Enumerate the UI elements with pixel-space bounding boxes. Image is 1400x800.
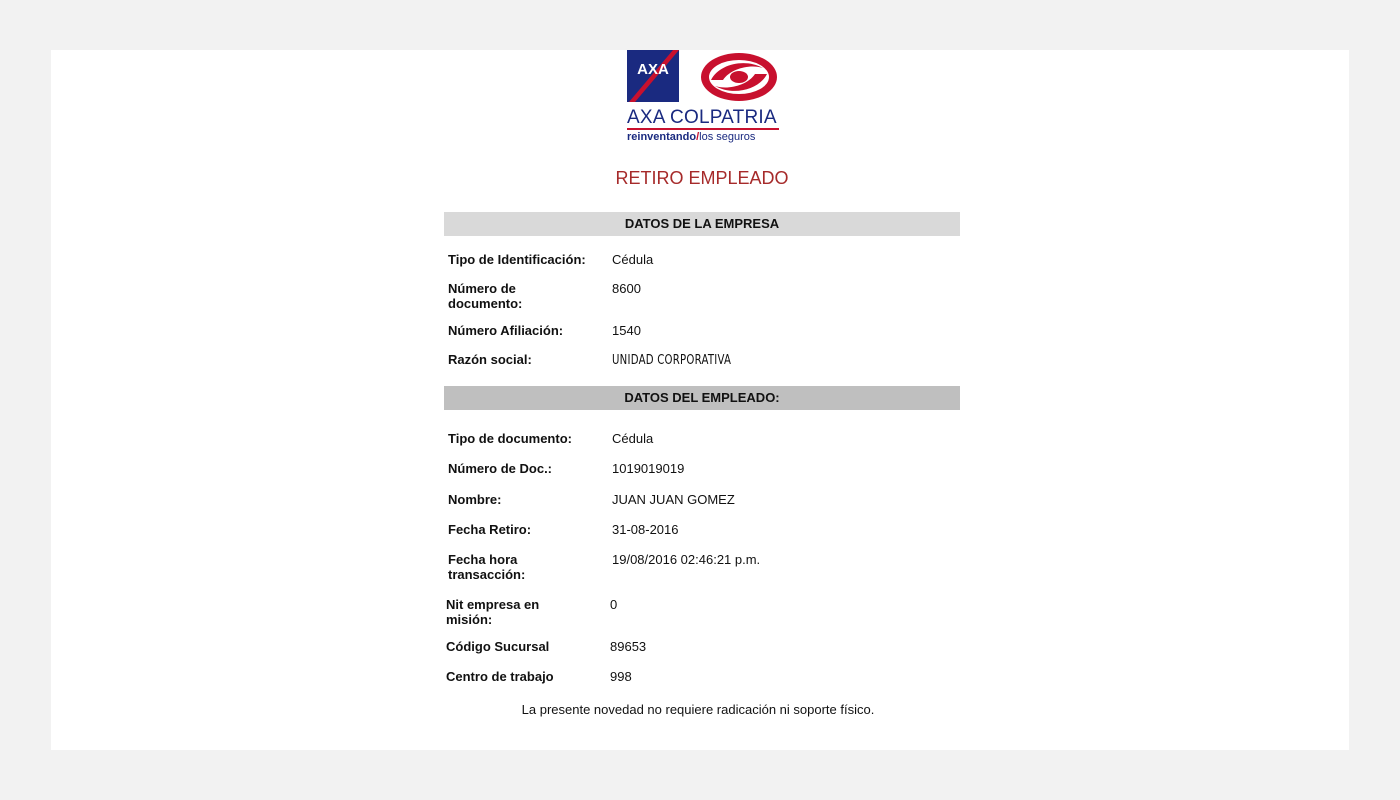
field-value: 1019019019	[612, 461, 685, 476]
document-title: RETIRO EMPLEADO	[615, 168, 789, 188]
axa-colpatria-logo-mark-icon	[627, 50, 779, 104]
field-label: Número Afiliación:	[448, 323, 564, 338]
axa-mark-text: AXA	[637, 61, 669, 78]
logo-tagline-slash: /	[696, 131, 700, 143]
field-label: Nit empresa en misión:	[446, 597, 540, 627]
field-value: 89653	[610, 639, 647, 654]
field-label: Número de documento:	[448, 281, 523, 311]
logo-tagline-rest: los seguros	[699, 131, 756, 143]
field-value: Cédula	[612, 252, 654, 267]
axa-colpatria-logo	[627, 50, 779, 146]
field-label: Fecha hora transacción:	[448, 552, 526, 582]
footer-note: La presente novedad no requiere radicación ni soporte físico.	[521, 702, 875, 717]
field-value: 0	[610, 597, 618, 612]
document-page	[51, 50, 1349, 750]
logo-tagline-bold: reinventando	[627, 131, 697, 143]
field-label: Tipo de Identificación:	[448, 252, 586, 267]
field-value: Cédula	[612, 431, 654, 446]
logo-brand-text: AXA COLPATRIA	[627, 107, 777, 128]
field-label: Razón social:	[448, 352, 532, 367]
field-value: 1540	[612, 323, 641, 338]
section-header-empleado: DATOS DEL EMPLEADO:	[444, 386, 960, 410]
field-value: JUAN JUAN GOMEZ	[612, 492, 735, 507]
field-value: 998	[610, 669, 632, 684]
field-label: Centro de trabajo	[446, 669, 554, 684]
field-value: 19/08/2016 02:46:21 p.m.	[612, 552, 761, 567]
field-value: 8600	[612, 281, 641, 296]
logo-divider	[627, 128, 779, 130]
field-value: UNIDAD CORPORATIVA	[612, 353, 732, 368]
section-header-empresa: DATOS DE LA EMPRESA	[444, 212, 960, 236]
field-label: Nombre:	[448, 492, 502, 507]
field-label: Fecha Retiro:	[448, 522, 532, 537]
field-label: Tipo de documento:	[448, 431, 572, 446]
logo-tagline	[627, 131, 779, 143]
field-label: Número de Doc.:	[448, 461, 553, 476]
field-value: 31-08-2016	[612, 522, 679, 537]
field-label: Código Sucursal	[446, 639, 550, 654]
